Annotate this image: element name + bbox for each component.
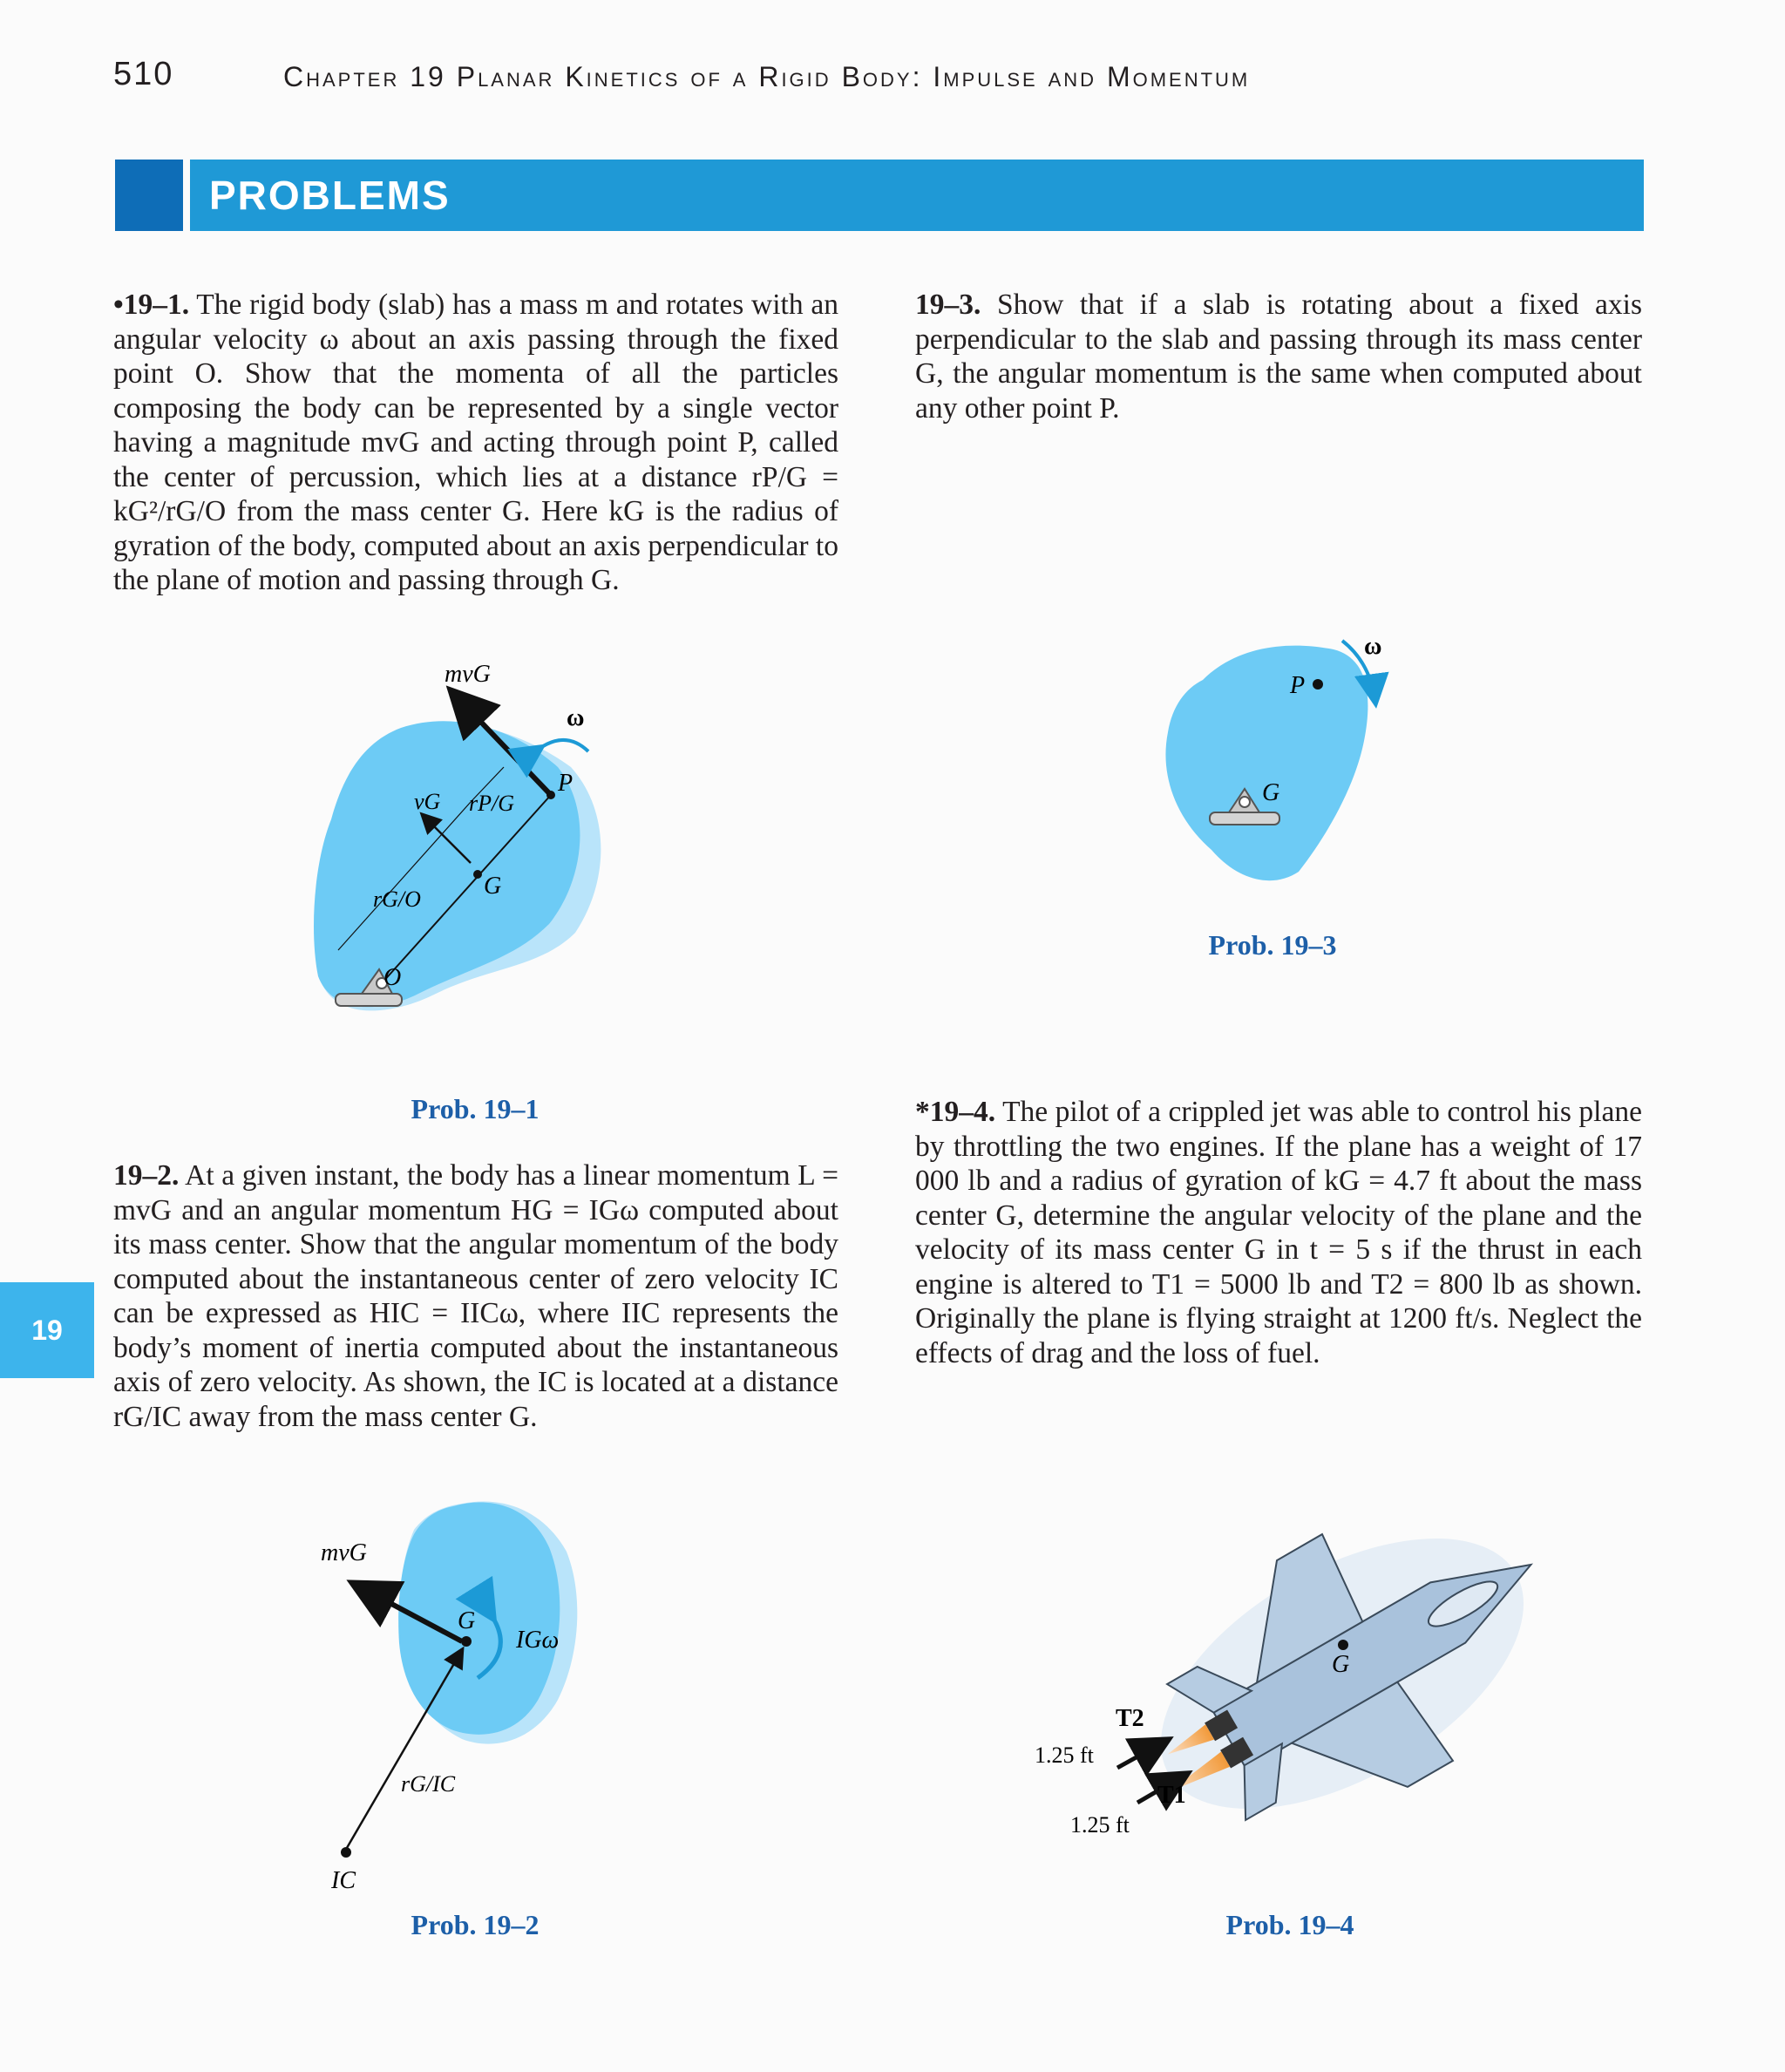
problems-banner [115,160,1644,231]
label-o: O [383,964,402,991]
label-rgic: rG/IC [401,1771,456,1797]
problem-number: *19–4. [915,1096,996,1128]
label-t2: T2 [1116,1705,1144,1732]
omega-arrow [540,740,588,751]
figure-19-3 [1150,628,1412,889]
problem-number: 19–2. [113,1159,180,1192]
figure-19-2 [305,1482,636,1900]
thrust-t2-arrow [1117,1741,1166,1768]
label-dim-lower: 1.25 ft [1070,1812,1130,1838]
label-g: G [458,1607,476,1634]
running-title: Chapter 19 Planar Kinetics of a Rigid Body: Impulse and Momentum [283,61,1251,92]
label-rgo: rG/O [373,887,421,912]
page-header [0,56,1785,108]
caption-19-4: Prob. 19–4 [1225,1909,1354,1940]
caption-19-2: Prob. 19–2 [411,1909,540,1940]
label-g: G [1332,1651,1350,1678]
label-mvg: mvG [445,661,491,688]
problem-text: At a given instant, the body has a linear momentum L = mvG and an angular momentum HG = IGω computed about its mass center. Show that the angular momentum of the body computed about the instantaneous center of zero velocity IC can be expressed as HIC = IICω, where IIC represents the body’s moment of inertia computed about the instantaneous axis of zero velocity. As shown, the IC is located at a distance rG/IC away from the mass center G. [113,1159,838,1433]
label-p: P [558,770,574,797]
slab [1165,646,1368,881]
problem-number: •19–1. [113,289,190,321]
problem-19-4 [915,1095,1642,1370]
label-g: G [484,873,502,900]
problem-19-3 [915,288,1642,425]
label-omega: ω [1364,633,1382,660]
problem-text: The pilot of a crippled jet was able to control his plane by throttling the two engines. If the plane has a weight of 17 000 lb and a radius of gyration of kG = 4.7 ft about the mass center G, determine the angular velocity of the plane and the velocity of its mass center G in t = 5 s if the thrust in each engine is altered to T1 = 5000 lb and T2 = 800 lb as shown. Originally the plane is flying straight at 1200 ft/s. Neglect the effects of drag and the loss of fuel. [915,1096,1642,1369]
figure-19-4 [1020,1508,1560,1857]
problem-text: The rigid body (slab) has a mass m and rotates with an angular velocity ω about an axis passing through the fixed point O. Show that the momenta of all the particles composing the body can be represented by a single vector having a magnitude mvG and acting through point P, called the center of percussion, which lies at a distance rP/G = kG²/rG/O from the mass center G. Here kG is the radius of gyration of the body, computed about an axis perpendicular to the plane of motion and passing through G. [113,289,838,596]
page-number: 510 [113,56,174,92]
label-omega: ω [567,704,585,731]
banner-accent [115,160,183,231]
banner-title: PROBLEMS [209,173,451,218]
label-vg: vG [414,789,441,814]
caption-19-3: Prob. 19–3 [1208,929,1337,961]
caption-19-1: Prob. 19–1 [411,1093,540,1124]
chapter-tab: 19 [0,1282,94,1378]
problem-text: Show that if a slab is rotating about a fixed axis perpendicular to the slab and passing through its mass center G, the angular momentum is the same when computed about any other point P. [915,289,1643,425]
label-p: P [1290,672,1306,699]
problem-19-2 [113,1158,838,1434]
label-rpg: rP/G [469,791,514,816]
label-g: G [1262,779,1280,806]
label-igw: IGω [516,1627,560,1654]
slab [314,721,580,1007]
problem-number: 19–3. [915,289,981,321]
figure-19-1 [296,645,645,1029]
label-mvg: mvG [321,1539,367,1566]
problem-19-1 [113,288,838,598]
label-dim-upper: 1.25 ft [1035,1743,1094,1768]
position-vector [344,1650,462,1852]
label-t1: T1 [1157,1782,1186,1809]
label-ic: IC [331,1867,356,1894]
